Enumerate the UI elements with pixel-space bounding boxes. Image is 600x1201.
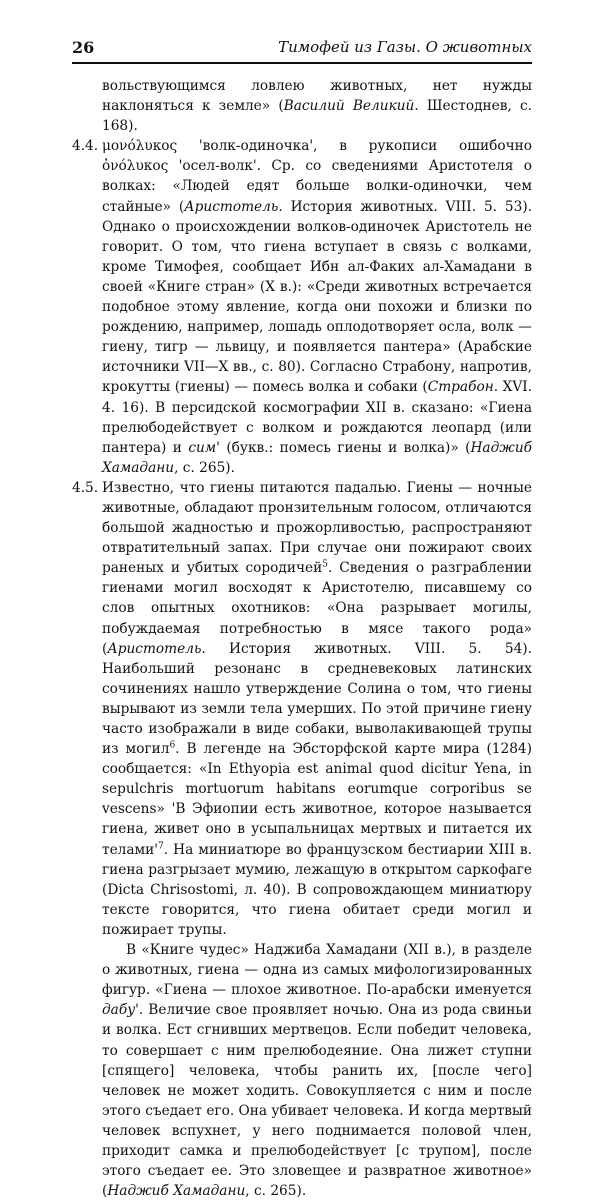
text-run: . На миниатюре во французском бестиарии XIII в. гиена разгрызает мумию, лежащую в открытом саркофаге (Dicta Chrisostomi, л. 40). В сопровождающем миниатюру тексте говорится, что гиена обитает среди могил и пожирает трупы.: [102, 841, 532, 938]
text-run: . Сведения о разграблении гиенами могил восходят к Аристотелю, писавшему со слов опытных охотников: «Она разрывает могилы, побуждаемая потребностью в мясе такого рода» (: [102, 560, 532, 657]
note-number: 4.5.: [72, 479, 99, 496]
continued-paragraph: [102, 76, 532, 136]
text-run: μονόλυκος 'волк-одиночка', в рукописи ошибочно ὀνόλυκος 'осел-волк'. Ср. со сведениями Аристотеля о волках: «Людей едят больше волки-одиночки, чем стайные» (: [102, 138, 532, 215]
note-number: 4.4.: [72, 138, 99, 155]
citation-author: Аристотель: [184, 198, 279, 215]
note-4-5: [72, 478, 532, 940]
text-run: В «Книге чудес» Наджиба Хамадани (XII в.), в разделе о животных, гиена — одна из самых мифологизированных фигур. «Гиена — плохое животное. По-арабски именуется: [102, 942, 532, 999]
foreign-term: дабу: [102, 1002, 136, 1019]
footnote-ref: 7: [158, 841, 164, 851]
text-run: Известно, что гиены питаются падалью. Гиены — ночные животные, обладают пронзительным голосом, отличаются большой жадностью и прожорливостью, распространяют отвратительный запах. При случае они пожирают своих раненых и убитых сородичей: [102, 479, 532, 577]
citation-author: Аристотель: [107, 640, 202, 657]
foreign-term: сим: [188, 439, 217, 456]
najib-paragraph: [102, 940, 532, 1201]
text-run: , с. 265).: [245, 1183, 307, 1200]
text-run: вольствующимся ловлею животных, нет нужды наклоняться к земле» (: [102, 78, 532, 115]
citation-author: Наджиб Хамадани: [107, 1183, 246, 1200]
text-run: . История животных. VIII. 5. 53). Однако о происхождении волков-одиночек Аристотель не говорит. О том, что гиена вступает в связь с волками, кроме Тимофея, сообщает Ибн ал-Факих ал-Хамадани в своей «Книге стран» (X в.): «Среди животных встречается подобное этому явление, когда они похожи и близки по рождению, например, лошадь оплодотворяет осла, волк — гиену, тигр — львицу, и появляется пантера» (Арабские источники VII—X вв., с. 80). Согласно Страбону, напротив, крокутты (гиены) — помесь волка и собаки (: [102, 198, 533, 396]
footnote-ref: 5: [322, 559, 328, 570]
text-run: . История животных. VIII. 5. 54). Наибольший резонанс в средневековых латинских сочинениях нашло утверждение Солина о том, что гиены вырывают из земли тела умерших. По этой причине гиену часто изображали в виде собаки, выволакивающей трупы из могил: [102, 640, 532, 758]
note-4-4: [72, 136, 532, 478]
footnote-ref: 6: [169, 740, 176, 751]
citation-author: Наджиб Хамадани: [102, 439, 532, 476]
page-number: 26: [72, 38, 95, 57]
running-header: [72, 38, 532, 64]
commentary-body: [72, 76, 532, 1201]
citation-author: Василий Великий: [283, 98, 415, 115]
running-title: Тимофей из Газы. О животных: [278, 38, 532, 56]
text-run: ' (букв.: помесь гиены и волка)» (: [216, 439, 471, 456]
text-run: . В легенде на Эбсторфской карте мира (1284) сообщается: «In Ethyopia est animal quod dicitur Yena, in sepulchris mortuorum habitans eorumque corporibus se vescens» 'В Эфиопии есть животное, которое называется гиена, живет оно в усыпальницах мертвых и питается их телами': [102, 741, 532, 858]
text-run: . XVI. 4. 16). В персидской космографии XII в. сказано: «Гиена прелюбодействует с волком и рождаются леопард (или пантера) и: [102, 379, 532, 456]
citation-author: Страбон: [427, 379, 494, 396]
text-run: , с. 265).: [174, 459, 235, 476]
text-run: . Шестоднев, с. 168).: [102, 98, 532, 135]
text-run: '. Величие свое проявляет ночью. Она из рода свиньи и волка. Ест сгнивших мертвецов. Если победит человека, то совершает с ним прелюбодеяние. Она лижет ступни [спящего] человека, чтобы ранить их, [после чего] человек не может ходить. Совокупляется с ним и после этого съедает его. Она убивает человека. И когда мертвый человек вспухнет, у него поднимается половой член, приходит самка и прелюбодействует [с трупом], после этого съедает ее. Это зловещее и развратное животное» (: [102, 1002, 533, 1200]
